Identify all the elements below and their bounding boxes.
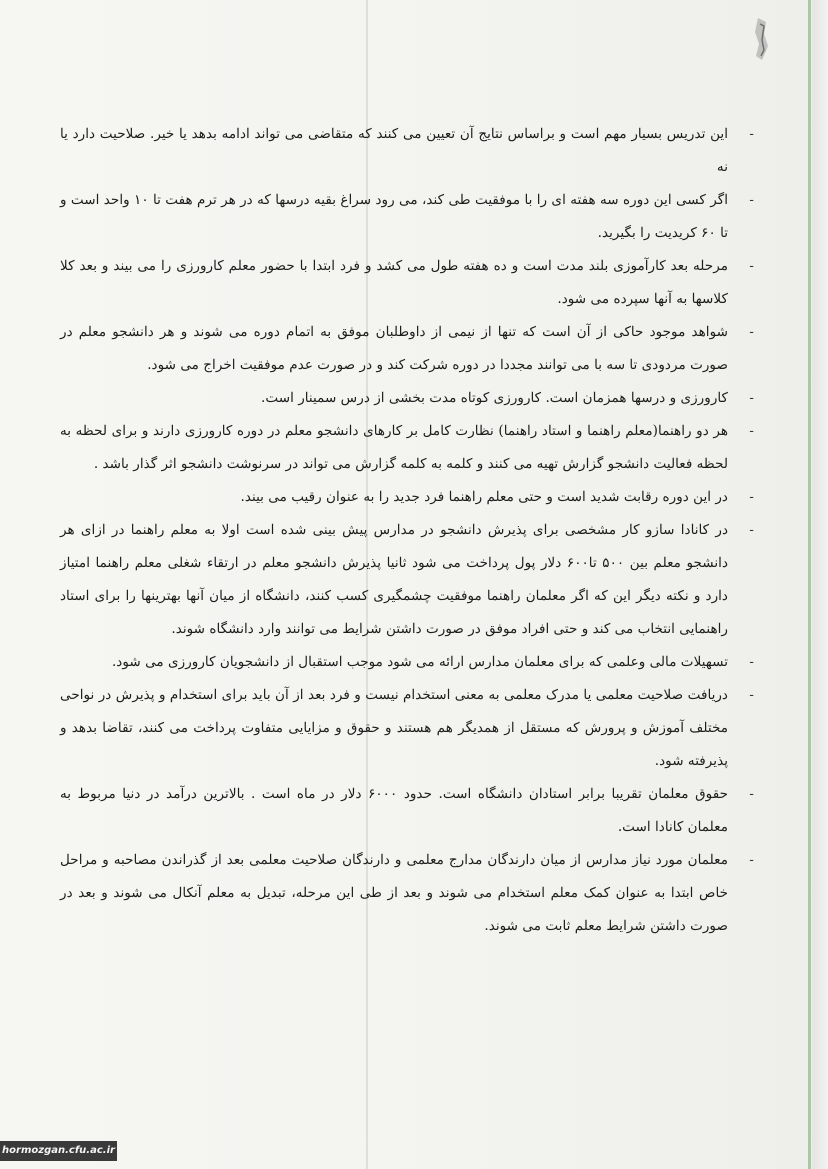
bullet-dash-icon: -	[749, 787, 754, 802]
list-item	[60, 481, 760, 514]
list-item	[60, 778, 760, 844]
bullet-dash-icon: -	[749, 490, 754, 505]
list-item-text: در این دوره رقابت شدید است و حتی معلم راهنما فرد جدید را به عنوان رقیب می بیند.	[240, 489, 728, 505]
list-item	[60, 844, 760, 943]
list-item-text: اگر کسی این دوره سه هفته ای را با موفقیت طی کند، می رود سراغ بقیه درسها که در هر ترم هفت تا ۱۰ واحد است و تا ۶۰ کریدیت را بگیرید.	[60, 192, 728, 241]
bullet-dash-icon: -	[749, 127, 754, 142]
bullet-dash-icon: -	[749, 391, 754, 406]
list-item-text: این تدریس بسیار مهم است و براساس نتایج آن تعیین می کنند که متقاضی می تواند ادامه بدهد یا خیر. صلاحیت دارد یا نه	[60, 126, 728, 175]
bullet-dash-icon: -	[749, 688, 754, 703]
bullet-dash-icon: -	[749, 853, 754, 868]
bullet-dash-icon: -	[749, 193, 754, 208]
list-item-text: مرحله بعد کارآموزی بلند مدت است و ده هفته طول می کشد و فرد ابتدا با حضور معلم کارورزی را می بیند و بعد کلا کلاسها به آنها سپرده می شود.	[60, 258, 728, 307]
bullet-dash-icon: -	[749, 325, 754, 340]
list-item-text: دریافت صلاحیت معلمی یا مدرک معلمی به معنی استخدام نیست و فرد بعد از آن باید برای استخدام و پذیرش در نواحی مختلف آموزش و پرورش که مستقل از همدیگر هم هستند و حقوق و مزایایی متفاوت پرداخت می کنند، تقاضا بدهد و پذیرفته شود.	[60, 687, 728, 769]
page-edge-line	[808, 0, 811, 1169]
list-item-text: در کانادا سازو کار مشخصی برای پذیرش دانشجو در مدارس پیش بینی شده است اولا به معلم راهنما در ازای هر دانشجو معلم بین ۵۰۰ تا۶۰۰ دلار پول پرداخت می شود ثانیا پذیرش دانشجو معلم در ارتقاء شغلی معلم راهنما امتیاز دارد و نکته دیگر این که اگر معلمان راهنما موفقیت چشمگیری کسب کنند، دانشگاه از میان آنها بهترینها را برای استاد راهنمایی انتخاب می کند و حتی افراد موفق در صورت داشتن شرایط می توانند وارد دانشگاه شوند.	[60, 522, 729, 637]
list-item-text: تسهیلات مالی وعلمی که برای معلمان مدارس ارائه می شود موجب استقبال از دانشجویان کارورزی می شود.	[111, 654, 728, 670]
bullet-dash-icon: -	[749, 523, 754, 538]
list-item	[60, 382, 760, 415]
list-item	[60, 415, 760, 481]
list-item	[60, 118, 760, 184]
list-item	[60, 250, 760, 316]
page-edge-shadow	[812, 0, 828, 1169]
document-body	[60, 118, 760, 943]
list-item-text: هر دو راهنما(معلم راهنما و استاد راهنما) نظارت کامل بر کارهای دانشجو معلم در دوره کارورزی دارند و برای لحظه به لحظه فعالیت دانشجو گزارش تهیه می کنند و کلمه به کلمه گزارش می تواند در سرنوشت دانشجو اثر گذار باشد .	[60, 423, 728, 472]
site-watermark-label: hormozgan.cfu.ac.ir	[0, 1141, 117, 1161]
list-item	[60, 316, 760, 382]
list-item	[60, 646, 760, 679]
list-item-text: معلمان مورد نیاز مدارس از میان دارندگان مدارج معلمی و دارندگان صلاحیت معلمی بعد از گذراندن مصاحبه و مراحل خاص ابتدا به عنوان کمک معلم استخدام می شوند و بعد از طی این مرحله، تبدیل به معلم آنکال می شوند و بعد در صورت داشتن شرایط معلم ثابت می شوند.	[60, 852, 728, 934]
list-item-text: شواهد موجود حاکی از آن است که تنها از نیمی از داوطلبان موفق به اتمام دوره می شوند و هر دانشجو معلم در صورت مردودی تا سه با می توانند مجددا در دوره شرکت کند و در صورت عدم موفقیت اخراج می شود.	[60, 324, 728, 373]
list-item	[60, 184, 760, 250]
bullet-dash-icon: -	[749, 424, 754, 439]
bullet-dash-icon: -	[749, 655, 754, 670]
list-item-text: حقوق معلمان تقریبا برابر استادان دانشگاه است. حدود ۶۰۰۰ دلار در ماه است . بالاترین درآمد در دنیا مربوط به معلمان کانادا است.	[60, 786, 728, 835]
bullet-dash-icon: -	[749, 259, 754, 274]
list-item	[60, 514, 760, 646]
list-item	[60, 679, 760, 778]
staple-mark	[752, 16, 770, 62]
list-item-text: کارورزی و درسها همزمان است. کارورزی کوتاه مدت بخشی از درس سمینار است.	[261, 390, 728, 406]
